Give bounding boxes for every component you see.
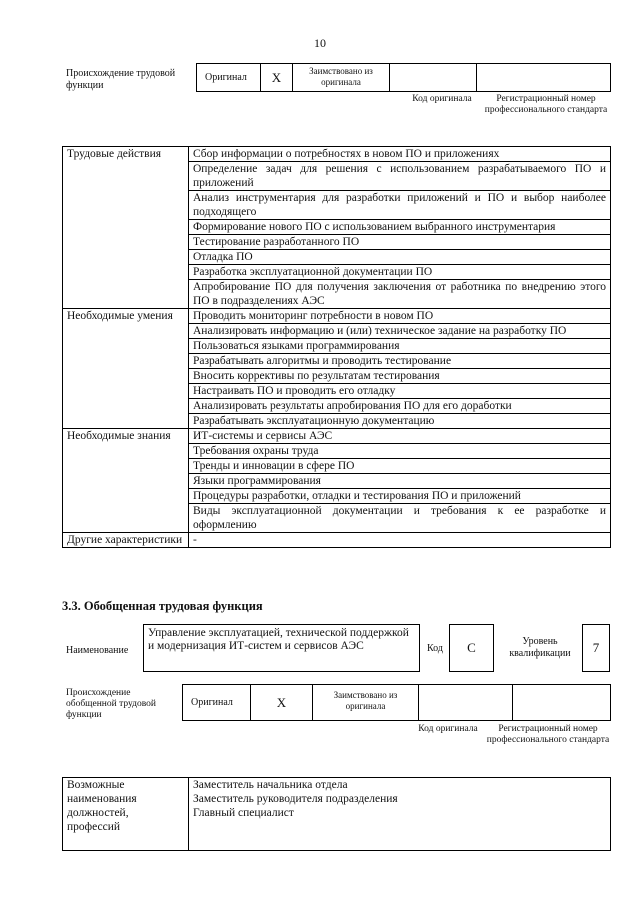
table-row <box>63 474 611 489</box>
row-item: Языки программирования <box>189 474 611 489</box>
row-group-label <box>63 250 189 265</box>
row-item: ИТ-системы и сервисы АЭС <box>189 429 611 444</box>
row-group-label: Другие характеристики <box>63 533 189 548</box>
origin-box-generalized <box>182 684 611 721</box>
row-group-label <box>63 280 189 309</box>
table-row <box>63 250 611 265</box>
row-group-label <box>63 384 189 399</box>
row-item: Анализировать информацию и (или) техническое задание на разработку ПО <box>189 324 611 339</box>
row-group-label <box>63 162 189 191</box>
row-item: Процедуры разработки, отладки и тестирования ПО и приложений <box>189 489 611 504</box>
table-row <box>63 444 611 459</box>
row-item: Анализ инструментария для разработки приложений и ПО и выбор наиболее подходящего <box>189 191 611 220</box>
row-group-label <box>63 235 189 250</box>
row-group-label <box>63 220 189 235</box>
table-row <box>63 414 611 429</box>
table-row <box>63 354 611 369</box>
table-row <box>63 384 611 399</box>
table-row <box>63 369 611 384</box>
row-item: Разрабатывать алгоритмы и проводить тестирование <box>189 354 611 369</box>
row-item: Тренды и инновации в сфере ПО <box>189 459 611 474</box>
row-group-label <box>63 504 189 533</box>
table-row <box>63 309 611 324</box>
row-group-label <box>63 459 189 474</box>
row-group-label <box>63 324 189 339</box>
row-item: Отладка ПО <box>189 250 611 265</box>
table-row <box>63 235 611 250</box>
row-item: Виды эксплуатационной документации и требования к ее разработке и оформлению <box>189 504 611 533</box>
row-item: Вносить коррективы по результатам тестирования <box>189 369 611 384</box>
origin-code-cell <box>390 64 477 91</box>
row-group-label <box>63 414 189 429</box>
code-caption: Код оригинала <box>412 94 472 104</box>
row-group-label <box>63 444 189 459</box>
table-row <box>63 399 611 414</box>
table-row <box>63 459 611 474</box>
table-row <box>63 324 611 339</box>
labor-function-table <box>62 146 611 548</box>
row-item: Сбор информации о потребностях в новом ПО и приложениях <box>189 147 611 162</box>
code-caption: Код оригинала <box>418 724 478 734</box>
table-row <box>63 429 611 444</box>
positions-table <box>62 777 611 851</box>
position-item: Главный специалист <box>193 807 294 819</box>
name-label: Наименование <box>66 645 129 656</box>
row-item: Определение задач для решения с использованием разрабатываемого ПО и приложений <box>189 162 611 191</box>
row-item: Тестирование разработанного ПО <box>189 235 611 250</box>
row-group-label: Необходимые умения <box>63 309 189 324</box>
origin-original-cell: Оригинал <box>183 685 251 720</box>
table-row <box>63 191 611 220</box>
origin-reg-cell <box>477 64 610 91</box>
section-title: 3.3. Обобщенная трудовая функция <box>62 599 263 613</box>
row-group-label <box>63 474 189 489</box>
code-label: Код <box>427 643 443 654</box>
row-item: - <box>189 533 611 548</box>
page-number: 10 <box>314 36 326 50</box>
row-group-label <box>63 354 189 369</box>
origin-reg-cell <box>513 685 610 720</box>
table-row <box>63 162 611 191</box>
position-item: Заместитель руководителя подразделения <box>193 793 398 805</box>
qualification-level-label: Уровень квалификации <box>509 636 571 659</box>
row-group-label <box>63 265 189 280</box>
table-row <box>63 339 611 354</box>
table-row <box>63 280 611 309</box>
origin-label: Происхождение трудовой функции <box>66 68 176 91</box>
table-row <box>63 533 611 548</box>
name-value: Управление эксплуатацией, технической поддержкой и модернизация ИТ-систем и сервисов АЭС <box>143 624 420 672</box>
row-group-label: Необходимые знания <box>63 429 189 444</box>
row-item: Пользоваться языками программирования <box>189 339 611 354</box>
position-item: Заместитель начальника отдела <box>193 779 348 791</box>
positions-row <box>63 778 611 851</box>
positions-list <box>189 778 611 851</box>
row-item: Требования охраны труда <box>189 444 611 459</box>
row-item: Апробирование ПО для получения заключения от работника по внедрению этого ПО в подразделениях АЭС <box>189 280 611 309</box>
table-row <box>63 489 611 504</box>
row-item: Разрабатывать эксплуатационную документацию <box>189 414 611 429</box>
row-item: Проводить мониторинг потребности в новом ПО <box>189 309 611 324</box>
table-row <box>63 504 611 533</box>
row-group-label <box>63 489 189 504</box>
row-group-label <box>63 191 189 220</box>
row-item: Настраивать ПО и проводить его отладку <box>189 384 611 399</box>
row-group-label <box>63 399 189 414</box>
row-group-label: Трудовые действия <box>63 147 189 162</box>
origin-mark-cell: X <box>261 64 293 91</box>
reg-number-caption: Регистрационный номер профессионального стандарта <box>484 94 608 115</box>
row-item: Формирование нового ПО с использованием выбранного инструментария <box>189 220 611 235</box>
row-item: Анализировать результаты апробирования ПО для его доработки <box>189 399 611 414</box>
code-value: C <box>449 624 494 672</box>
table-row <box>63 265 611 280</box>
origin-borrowed-cell: Заимствовано из оригинала <box>293 64 390 91</box>
row-group-label <box>63 369 189 384</box>
reg-number-caption: Регистрационный номер профессионального стандарта <box>486 724 610 745</box>
row-item: Разработка эксплуатационной документации ПО <box>189 265 611 280</box>
positions-label: Возможные наименования должностей, профессий <box>63 778 189 851</box>
origin-original-cell: Оригинал <box>197 64 261 91</box>
qualification-level-value: 7 <box>582 624 610 672</box>
table-row <box>63 220 611 235</box>
origin-mark-cell: X <box>251 685 313 720</box>
table-row <box>63 147 611 162</box>
origin-label-generalized: Происхождение обобщенной трудовой функции <box>66 688 156 720</box>
origin-code-cell <box>419 685 513 720</box>
row-group-label <box>63 339 189 354</box>
origin-borrowed-cell: Заимствовано из оригинала <box>313 685 419 720</box>
origin-box <box>196 63 611 92</box>
